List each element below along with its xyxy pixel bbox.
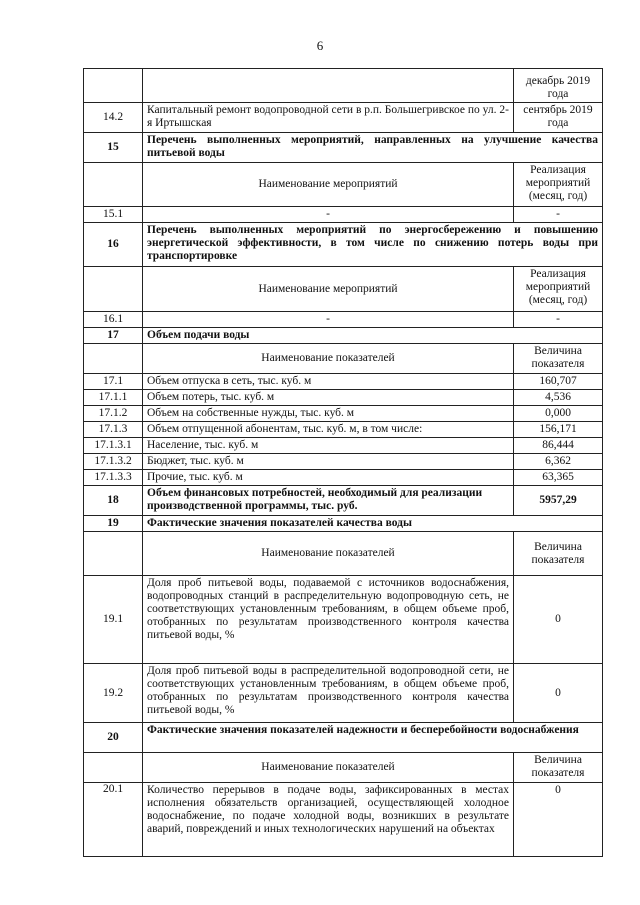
section-row bbox=[84, 223, 603, 267]
row-value: 5957,29 bbox=[514, 486, 603, 516]
row-value: - bbox=[514, 207, 603, 223]
row-number: 17.1.2 bbox=[84, 406, 143, 422]
header-empty bbox=[84, 163, 143, 207]
water-supply-table bbox=[83, 68, 603, 857]
row-name: Бюджет, тыс. куб. м bbox=[143, 454, 514, 470]
section-row bbox=[84, 133, 603, 163]
table-row bbox=[84, 422, 603, 438]
row-number: 19.2 bbox=[84, 664, 143, 723]
row-number: 20.1 bbox=[84, 783, 143, 857]
column-header-value: Величина показателя bbox=[514, 532, 603, 576]
row-name: Население, тыс. куб. м bbox=[143, 438, 514, 454]
section-number: 19 bbox=[84, 516, 143, 532]
column-header-value: Реализация мероприятий (месяц, год) bbox=[514, 267, 603, 312]
row-name: Объем потерь, тыс. куб. м bbox=[143, 390, 514, 406]
row-number: 17.1.3.1 bbox=[84, 438, 143, 454]
column-header-value: Величина показателя bbox=[514, 753, 603, 783]
row-name: Объем на собственные нужды, тыс. куб. м bbox=[143, 406, 514, 422]
table-row bbox=[84, 470, 603, 486]
column-header-value: Реализация мероприятий (месяц, год) bbox=[514, 163, 603, 207]
table-row bbox=[84, 783, 603, 857]
section-number: 20 bbox=[84, 723, 143, 753]
table-row bbox=[84, 664, 603, 723]
table-row bbox=[84, 390, 603, 406]
section-title: Фактические значения показателей качества воды bbox=[143, 516, 603, 532]
column-header-value: Величина показателя bbox=[514, 344, 603, 374]
row-value: - bbox=[514, 312, 603, 328]
table-row bbox=[84, 454, 603, 470]
row-number bbox=[84, 69, 143, 103]
section-number: 16 bbox=[84, 223, 143, 267]
row-name: Объем финансовых потребностей, необходимый для реализации производственной программы, тыс. руб. bbox=[143, 486, 514, 516]
section-title: Перечень выполненных мероприятий, направленных на улучшение качества питьевой воды bbox=[143, 133, 603, 163]
table-row bbox=[84, 576, 603, 664]
header-row bbox=[84, 753, 603, 783]
page-number: 6 bbox=[316, 38, 324, 53]
table-row bbox=[84, 374, 603, 390]
row-name: Объем отпущенной абонентам, тыс. куб. м, в том числе: bbox=[143, 422, 514, 438]
row-value: 63,365 bbox=[514, 470, 603, 486]
header-empty bbox=[84, 267, 143, 312]
row-number: 17.1.3.2 bbox=[84, 454, 143, 470]
row-name: Доля проб питьевой воды, подаваемой с источников водоснабжения, водопроводных станций в распределительную водопроводную сеть, не соответствующих установленным требованиям, в общем объеме проб, отобранных по результатам производственного контроля качества питьевой воды, % bbox=[143, 576, 514, 664]
row-value: сентябрь 2019 года bbox=[514, 103, 603, 133]
header-row bbox=[84, 344, 603, 374]
row-value: 160,707 bbox=[514, 374, 603, 390]
row-name: - bbox=[143, 312, 514, 328]
row-number: 19.1 bbox=[84, 576, 143, 664]
section-row bbox=[84, 723, 603, 753]
header-empty bbox=[84, 532, 143, 576]
row-name bbox=[143, 69, 514, 103]
column-header-name: Наименование показателей bbox=[143, 532, 514, 576]
column-header-name: Наименование мероприятий bbox=[143, 267, 514, 312]
row-name: Доля проб питьевой воды в распределительной водопроводной сети, не соответствующих установленным требованиям, в общем объеме проб, отобранных по результатам производственного контроля качества питьевой воды, % bbox=[143, 664, 514, 723]
section-row bbox=[84, 328, 603, 344]
row-name: Прочие, тыс. куб. м bbox=[143, 470, 514, 486]
table-row bbox=[84, 207, 603, 223]
section-title: Объем подачи воды bbox=[143, 328, 603, 344]
row-name: - bbox=[143, 207, 514, 223]
column-header-name: Наименование показателей bbox=[143, 344, 514, 374]
header-row bbox=[84, 267, 603, 312]
section-number: 15 bbox=[84, 133, 143, 163]
header-row bbox=[84, 532, 603, 576]
table-row bbox=[84, 312, 603, 328]
row-name: Количество перерывов в подаче воды, зафиксированных в местах исполнения обязательств организацией, осуществляющей холодное водоснабжение, по подаче холодной воды, возникших в результате аварий, повреждений и иных технологических нарушений на объектах bbox=[143, 783, 514, 857]
row-value: 0 bbox=[514, 783, 603, 857]
table-row bbox=[84, 486, 603, 516]
row-value: 0,000 bbox=[514, 406, 603, 422]
row-value: 0 bbox=[514, 664, 603, 723]
header-empty bbox=[84, 344, 143, 374]
table-row bbox=[84, 103, 603, 133]
row-value: декабрь 2019 года bbox=[514, 69, 603, 103]
row-number: 14.2 bbox=[84, 103, 143, 133]
row-name: Капитальный ремонт водопроводной сети в р.п. Большегривское по ул. 2-я Иртышская bbox=[143, 103, 514, 133]
column-header-name: Наименование мероприятий bbox=[143, 163, 514, 207]
row-value: 6,362 bbox=[514, 454, 603, 470]
header-row bbox=[84, 163, 603, 207]
row-number: 17.1 bbox=[84, 374, 143, 390]
row-value: 0 bbox=[514, 576, 603, 664]
column-header-name: Наименование показателей bbox=[143, 753, 514, 783]
section-number: 17 bbox=[84, 328, 143, 344]
row-value: 86,444 bbox=[514, 438, 603, 454]
row-number: 17.1.3 bbox=[84, 422, 143, 438]
table-row bbox=[84, 438, 603, 454]
row-value: 4,536 bbox=[514, 390, 603, 406]
row-number: 17.1.3.3 bbox=[84, 470, 143, 486]
section-title: Перечень выполненных мероприятий по энергосбережению и повышению энергетической эффективности, в том числе по снижению потерь воды при транспортировке bbox=[143, 223, 603, 267]
row-number: 16.1 bbox=[84, 312, 143, 328]
table-row bbox=[84, 69, 603, 103]
header-empty bbox=[84, 753, 143, 783]
section-row bbox=[84, 516, 603, 532]
row-number: 15.1 bbox=[84, 207, 143, 223]
section-title: Фактические значения показателей надежности и бесперебойности водоснабжения bbox=[143, 723, 603, 753]
row-value: 156,171 bbox=[514, 422, 603, 438]
row-name: Объем отпуска в сеть, тыс. куб. м bbox=[143, 374, 514, 390]
row-number: 17.1.1 bbox=[84, 390, 143, 406]
row-number: 18 bbox=[84, 486, 143, 516]
table-row bbox=[84, 406, 603, 422]
